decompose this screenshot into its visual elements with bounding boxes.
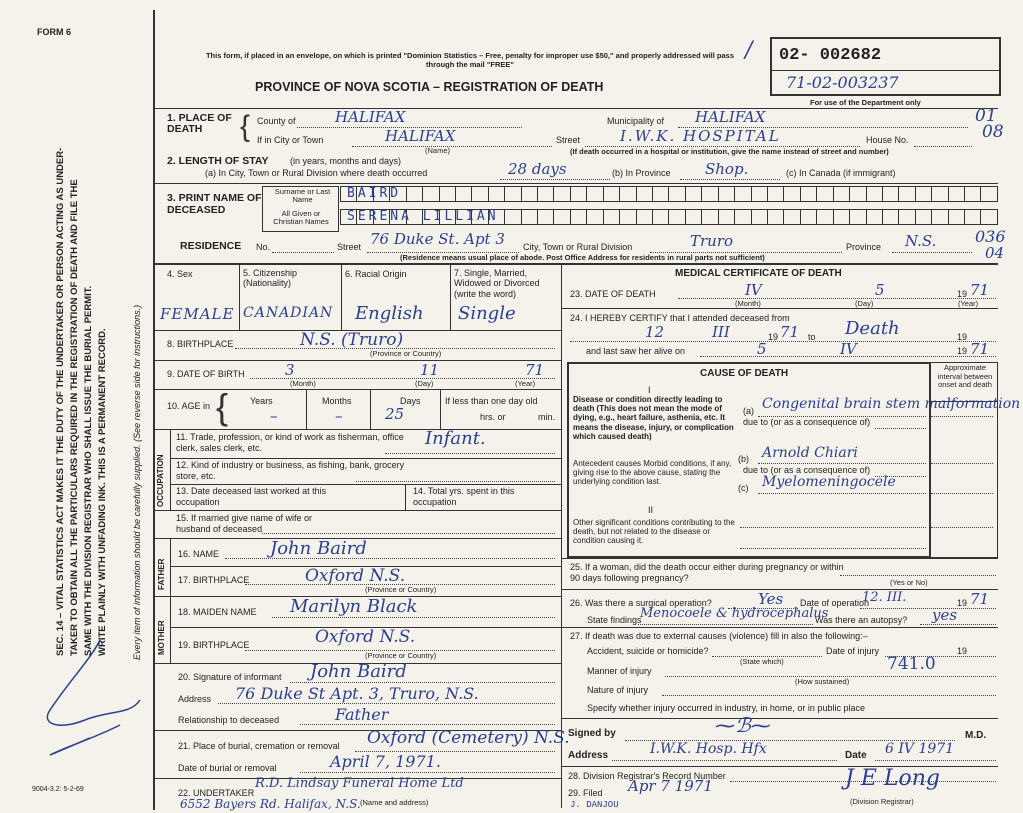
less-than-day-label: If less than one day old [445,396,538,406]
to-label: to [808,332,816,342]
undertaker-note: (Name and address) [360,798,429,807]
signoff-date-value: 6 IV 1971 [885,741,955,757]
findings-label: State findings [587,615,642,625]
interval-box [931,362,998,558]
city-value: HALIFAX [385,127,456,145]
to-value: Death [845,318,900,339]
from-month: III [712,323,730,341]
residence-province-label: Province [846,242,882,252]
signoff-date-label: Date [845,750,867,761]
given-label: All Given or Christian Names [273,209,329,227]
margin-scribble [30,620,160,770]
age-years-value: – [270,407,278,425]
injury-code: 741.0 [887,654,936,674]
dob-day: 11 [420,361,440,379]
age-months-value: – [335,407,343,425]
age-months-label: Months [322,396,352,406]
op-century: 19 [957,598,968,608]
place-label: 1. PLACE OF DEATH [167,112,232,136]
street-note: (If death occurred in a hospital or institution, give the name instead of street and number) [570,147,889,156]
residence-margin-2: 04 [985,244,1005,262]
part-ii: II [648,505,654,515]
registrar-note: (Division Registrar) [850,797,914,806]
racial-label: 6. Racial Origin [345,269,407,279]
op-year: 71 [970,590,990,608]
industry-label: 12. Kind of industry or business, as fishing, bank, grocery store, etc. [176,460,405,482]
cause-c-label: (c) [738,483,749,493]
certify-label: 24. I HEREBY CERTIFY that I attended deceased from [570,313,790,323]
occupation-side-label: OCCUPATION [156,454,165,507]
last-century: 19 [957,346,968,356]
filed-date: Apr 7 1971 [628,777,713,795]
stay-a-value: 28 days [508,160,567,178]
age-label: 10. AGE in [167,401,211,411]
cause-a-label: (a) [743,406,754,416]
father-prov-note: (Province or Country) [365,585,437,594]
interval-header: Approximate interval between onset and death [937,363,993,390]
residence-note: (Residence means usual place of abode. Post Office Address for residents in rural parts not sufficient) [400,253,765,262]
dob-month-note: (Month) [290,379,316,388]
due-to-a: due to (or as a consequence of) [743,417,871,427]
residence-city-label: City, Town or Rural Division [523,242,633,252]
death-month-note: (Month) [735,299,761,308]
cause-header: CAUSE OF DEATH [700,368,789,379]
cause-a-value: Congenital brain stem malformation [762,396,1021,412]
how-sustained: (How sustained) [795,677,850,686]
q29-label: 29. Filed [568,788,603,798]
to-century: 19 [957,332,968,342]
residence-no-label: No. [256,242,271,252]
margin-code-2: 08 [982,122,1004,142]
municipality-label: Municipality of [607,116,665,126]
death-month: IV [745,281,762,299]
medical-header: MEDICAL CERTIFICATE OF DEATH [675,268,842,279]
birthplace-label: 8. BIRTHPLACE [167,339,234,349]
registrar-signature: J E Long [845,766,940,791]
sex-label: 4. Sex [167,269,193,279]
last-day: 5 [757,340,767,358]
mail-notice: This form, if placed in an envelope, on which is printed "Dominion Statistics – Free, penalty for improper use $50," and properly addressed will pass through the mail "FREE" [205,51,735,69]
side-text-3: SAME WITH THE DIVISION REGISTRAR WHO SHALL ISSUE THE BURIAL PERMIT. [83,285,94,656]
stay-c-label: (c) In Canada (if immigrant) [786,168,896,178]
dob-label: 9. DATE OF BIRTH [167,369,245,379]
father-name-value: John Baird [270,538,367,559]
dob-year-note: (Year) [515,379,536,388]
part-i: I [648,385,651,395]
q28-label: 28. Division Registrar's Record Number [568,771,726,781]
death-day: 5 [875,281,885,299]
age-days-value: 25 [385,405,405,423]
undertaker-name: R.D. Lindsay Funeral Home Ltd [255,776,464,791]
mother-maiden-value: Marilyn Black [290,596,418,617]
form-label: FORM 6 [37,27,72,37]
street-label: Street [556,135,581,145]
birthplace-value: N.S. (Truro) [300,330,404,350]
given-value: SERENA LILLIAN [347,209,499,224]
autopsy-label: Was there an autopsy? [815,615,908,625]
informant-label: 20. Signature of informant [178,672,282,682]
name-note: (Name) [425,146,451,155]
burial-date-label: Date of burial or removal [178,763,277,773]
age-days-label: Days [400,396,421,406]
years-spent-label: 14. Total yrs. spent in this occupation [413,486,515,508]
relationship-value: Father [335,705,389,724]
accident-label: Accident, suicide or homicide? [587,646,709,656]
min-label: min. [538,412,556,422]
q25-label: 25. If a woman, did the death occur either during pregnancy or within 90 days following pregnancy? [570,562,844,584]
sex-value: FEMALE [160,305,235,323]
q25-yes-no: (Yes or No) [890,578,928,587]
residence-street-label: Street [337,242,362,252]
hrs-label: hrs. or [480,412,506,422]
spouse-label: 15. If married give name of wife or husband of deceased [176,513,313,535]
death-date-label: 23. DATE OF DEATH [570,289,656,299]
residence-label: RESIDENCE [180,240,242,252]
op-date-value: 12. III. [862,590,907,605]
signoff-address-value: I.W.K. Hosp. Hfx [650,741,767,757]
municipality-value: HALIFAX [695,108,766,126]
hand-number: 71-02-003237 [786,73,899,92]
signoff-address-label: Address [568,750,609,761]
cause-c-value: Myelomeningocele [762,474,896,490]
dob-month: 3 [285,361,295,379]
checkmark: / [745,38,753,63]
page-title: PROVINCE OF NOVA SCOTIA – REGISTRATION OF DEATH [255,80,604,94]
margin-code-1: 01 [975,106,997,126]
from-century: 19 [768,332,779,342]
state-which: (State which) [740,657,784,666]
residence-margin-1: 036 [975,227,1006,246]
dob-year: 71 [525,361,545,379]
side-text-5: Every item of information should be carefully supplied. (See reverse side for instructions.) [132,304,142,660]
informant-address-value: 76 Duke St Apt. 3, Truro, N.S. [235,684,479,703]
county-value: HALIFAX [335,108,406,126]
birthplace-prov-note: (Province or Country) [370,349,442,358]
death-day-note: (Day) [855,299,874,308]
relationship-label: Relationship to deceased [178,715,280,725]
marital-value: Single [458,303,516,324]
dept-use: For use of the Department only [810,98,921,107]
physician-signature: ⁓ℬ⁓ [715,713,771,737]
surname-value: BAIRD [347,186,402,201]
citizenship-value: CANADIAN [243,305,334,321]
undertaker-label: 22. UNDERTAKER [178,788,255,798]
trade-label: 11. Trade, profession, or kind of work as fisherman, office clerk, sales clerk, etc. [176,432,404,454]
burial-place-label: 21. Place of burial, cremation or removal [178,741,340,751]
residence-street-value: 76 Duke St. Apt 3 [370,230,505,248]
q27-label: 27. If death was due to external causes (violence) fill in also the following:– [570,631,868,641]
md-label: M.D. [965,730,987,741]
last-year: 71 [970,340,990,358]
side-text-2: TAKER TO OBTAIN ALL THE PARTICULARS REQUIRED IN THE REGISTRATION OF DEATH AND FILE THE [69,179,80,656]
mother-maiden-label: 18. MAIDEN NAME [178,607,257,617]
burial-place-value: Oxford (Cemetery) N.S. [367,728,570,748]
age-years-label: Years [250,396,273,406]
q26-label: 26. Was there a surgical operation? [570,598,712,608]
side-text-4: WRITE PLAINLY WITH UNFADING INK. THIS IS A PERMANENT RECORD. [97,328,108,656]
form-code: 9004-3.2: 5-2-69 [32,786,84,793]
place-street-value: I.W.K. HOSPITAL [620,127,781,145]
father-birthplace-value: Oxford N.S. [305,566,406,586]
last-saw-label: and last saw her alive on [586,346,686,356]
from-day: 12 [645,323,665,341]
other-label: Other significant conditions contributing to the death, but not related to the disease or condition causing it. [573,518,735,546]
antecedent-label: Antecedent causes Morbid conditions, if any, giving rise to the above cause, stating the underlying condition last. [573,459,732,487]
informant-address-label: Address [178,694,212,704]
nature-label: Nature of injury [587,685,649,695]
death-year-note: (Year) [958,299,979,308]
father-birthplace-label: 17. BIRTHPLACE [178,575,250,585]
surname-label: Surname or Last Name [274,187,331,205]
stay-b-value: Shop. [705,160,749,178]
citizenship-label: 5. Citizenship (Nationality) [243,268,298,289]
stay-label: 2. LENGTH OF STAY [167,155,269,167]
injury-century: 19 [957,646,968,656]
side-text-1: SEC. 14 – VITAL STATISTICS ACT MAKES IT THE DUTY OF THE UNDERTAKER OR PERSON ACTING AS UNDER- [55,147,66,656]
city-label: If in City or Town [257,135,324,145]
mother-side-label: MOTHER [157,620,166,655]
stay-note: (in years, months and days) [290,156,402,166]
county-label: County of [257,116,296,126]
reg-number: 02- 002682 [779,46,882,65]
q26-answer: Yes [758,590,784,608]
death-century: 19 [957,289,968,299]
racial-value: English [355,303,424,324]
residence-province-value: N.S. [905,232,937,250]
from-year: 71 [780,323,800,341]
disease-label: Disease or condition directly leading to death (This does not mean the mode of dying, e.g., heart failure, asthenia, etc. It means the disease, injury, or complication which caused death) [573,395,734,441]
specify-label: Specify whether injury occurred in industry, in home, or in public place [587,703,865,713]
stay-a-label: (a) In City, Town or Rural Division where death occurred [205,168,428,178]
informant-signature: John Baird [310,661,407,682]
injury-date-label: Date of injury [826,646,880,656]
name-label: 3. PRINT NAME OF DECEASED [167,192,262,217]
undertaker-address: 6552 Bayers Rd. Halifax, N.S. [180,797,361,811]
findings-value: Menocoele & hydrocephalus [640,606,829,621]
father-name-label: 16. NAME [178,549,220,559]
autopsy-value: yes [932,606,958,624]
dob-day-note: (Day) [415,379,434,388]
death-year: 71 [970,281,990,299]
op-date-label: Date of operation [800,598,870,608]
surname-boxes [340,186,998,202]
last-worked-label: 13. Date deceased last worked at this occupation [176,486,327,508]
father-side-label: FATHER [157,558,166,590]
trade-value: Infant. [425,428,486,449]
stay-b-label: (b) In Province [612,168,671,178]
mother-prov-note: (Province or Country) [365,651,437,660]
mother-birthplace-label: 19. BIRTHPLACE [178,640,250,650]
house-label: House No. [866,135,909,145]
marital-label: 7. Single, Married, Widowed or Divorced (write the word) [454,268,540,299]
cause-b-label: (b) [738,454,749,464]
due-to-b: due to (or as a consequence of) [743,465,871,475]
last-month: IV [840,340,857,358]
burial-date-value: April 7, 1971. [330,752,441,771]
residence-city-value: Truro [690,232,734,250]
cause-b-value: Arnold Chiari [762,445,858,461]
mother-birthplace-value: Oxford N.S. [315,627,416,647]
danjou-stamp: J. DANJOU [570,800,619,810]
signed-by-label: Signed by [568,728,616,739]
manner-label: Manner of injury [587,666,652,676]
